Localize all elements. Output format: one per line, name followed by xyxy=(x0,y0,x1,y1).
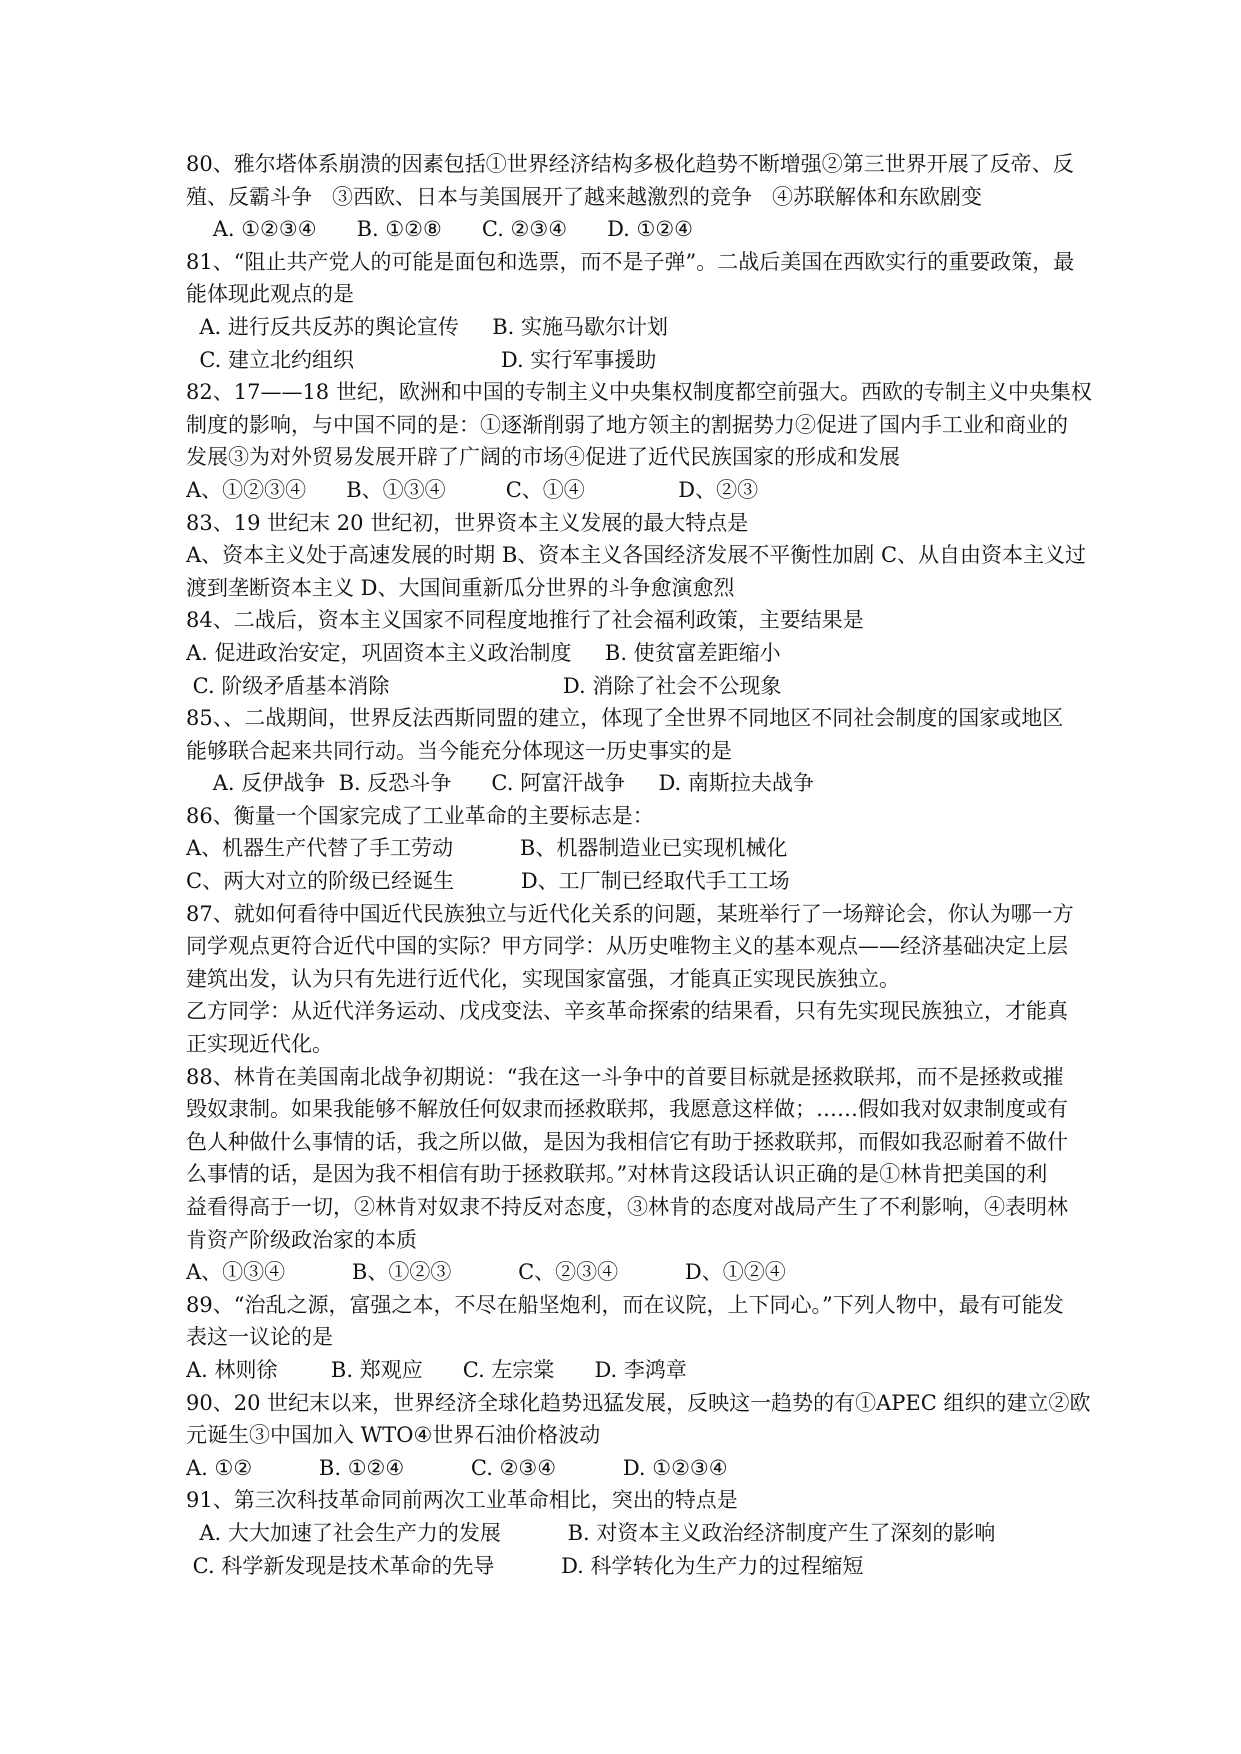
question-stem-line: 80、雅尔塔体系崩溃的因素包括①世界经济结构多极化趋势不断增强②第三世界开展了反帝、反 xyxy=(186,152,1074,176)
text-line: 益看得高于一切，②林肯对奴隶不持反对态度，③林肯的态度对战局产生了不利影响，④表明林 xyxy=(186,1195,1068,1219)
text-line: 建筑出发，认为只有先进行近代化，实现国家富强，才能真正实现民族独立。 xyxy=(186,966,900,991)
text-line: A、资本主义处于高速发展的时期 B、资本主义各国经济发展不平衡性加剧 C、从自由资本主义过 xyxy=(186,543,1087,568)
question-stem-line: 85、、二战期间，世界反法西斯同盟的建立，体现了全世界不同地区不同社会制度的国家或地区 xyxy=(186,706,1064,731)
text-line: 么事情的话，是因为我不相信有助于拯救联邦。”对林肯这段话认识正确的是①林肯把美国的利 xyxy=(186,1162,1048,1187)
text-line: 乙方同学：从近代洋务运动、戊戌变法、辛亥革命探索的结果看，只有先实现民族独立，才能真 xyxy=(186,999,1068,1024)
text-line: 肯资产阶级政治家的本质 xyxy=(186,1227,417,1252)
text-line: C. 建立北约组织 D. 实行军事援助 xyxy=(186,347,657,372)
text-line: 殖、反霸斗争 ③西欧、日本与美国展开了越来越激烈的竞争 ④苏联解体和东欧剧变 xyxy=(186,184,983,209)
question-list xyxy=(186,148,1106,1582)
text-line: 同学观点更符合近代中国的实际？甲方同学：从历史唯物主义的基本观点——经济基础决定上层 xyxy=(186,934,1068,959)
question-stem-line: 86、衡量一个国家完成了工业革命的主要标志是： xyxy=(186,803,654,828)
text-line: 渡到垄断资本主义 D、大国间重新瓜分世界的斗争愈演愈烈 xyxy=(186,575,735,600)
question-stem-line: 82、17——18 世纪，欧洲和中国的专制主义中央集权制度都空前强大。西欧的专制主义中央集权 xyxy=(186,380,1092,405)
text-line: A. ①②③④ B. ①②⑧ C. ②③④ D. ①②④ xyxy=(186,217,694,242)
text-line: C、两大对立的阶级已经诞生 D、工厂制已经取代手工工场 xyxy=(186,869,790,894)
text-line: A. 林则徐 B. 郑观应 C. 左宗棠 D. 李鸿章 xyxy=(186,1357,687,1382)
question-stem-line: 89、“治乱之源，富强之本，不尽在船坚炮利，而在议院，上下同心。”下列人物中，最有可能发 xyxy=(186,1292,1064,1317)
text-line: 色人种做什么事情的话，我之所以做，是因为我相信它有助于拯救联邦，而假如我忍耐着不做什 xyxy=(186,1129,1068,1154)
text-line: 元诞生③中国加入 WTO④世界石油价格波动 xyxy=(186,1423,601,1448)
text-line: A、机器生产代替了手工劳动 B、机器制造业已实现机械化 xyxy=(186,836,788,861)
text-line: A. 反伊战争 B. 反恐斗争 C. 阿富汗战争 D. 南斯拉夫战争 xyxy=(186,771,814,796)
question-stem-line: 83、19 世纪末 20 世纪初，世界资本主义发展的最大特点是 xyxy=(186,510,749,535)
text-line: A. 大大加速了社会生产力的发展 B. 对资本主义政治经济制度产生了深刻的影响 xyxy=(186,1520,996,1545)
question-stem-line: 84、二战后，资本主义国家不同程度地推行了社会福利政策，主要结果是 xyxy=(186,608,864,633)
text-line: A、①②③④ B、①③④ C、①④ D、②③ xyxy=(186,477,759,502)
question-stem-line: 81、“阻止共产党人的可能是面包和选票，而不是子弹”。二战后美国在西欧实行的重要政策，最 xyxy=(186,249,1075,274)
text-line: 表这一议论的是 xyxy=(186,1325,333,1350)
text-line: A. ①② B. ①②④ C. ②③④ D. ①②③④ xyxy=(186,1455,728,1480)
text-line: A. 进行反共反苏的舆论宣传 B. 实施马歇尔计划 xyxy=(186,314,669,339)
question-stem-line: 90、20 世纪末以来，世界经济全球化趋势迅猛发展，反映这一趋势的有①APEC 组织的建立②欧 xyxy=(186,1390,1091,1415)
text-line: 毁奴隶制。如果我能够不解放任何奴隶而拯救联邦，我愿意这样做；……假如我对奴隶制度或有 xyxy=(186,1097,1068,1122)
question-stem-line: 87、就如何看待中国近代民族独立与近代化关系的问题，某班举行了一场辩论会，你认为哪一方 xyxy=(186,901,1074,926)
question-stem-line: 91、第三次科技革命同前两次工业革命相比，突出的特点是 xyxy=(186,1488,738,1513)
question-stem-line: 88、林肯在美国南北战争初期说：“我在这一斗争中的首要目标就是拯救联邦，而不是拯救或摧 xyxy=(186,1064,1064,1089)
text-line: C. 科学新发现是技术革命的先导 D. 科学转化为生产力的过程缩短 xyxy=(186,1553,864,1578)
text-line: 发展③为对外贸易发展开辟了广阔的市场④促进了近代民族国家的形成和发展 xyxy=(186,445,900,470)
text-line: 制度的影响，与中国不同的是：①逐渐削弱了地方领主的割据势力②促进了国内手工业和商业的 xyxy=(186,412,1068,437)
text-line: 正实现近代化。 xyxy=(186,1032,333,1057)
text-line: 能体现此观点的是 xyxy=(186,282,354,307)
text-line: C. 阶级矛盾基本消除 D. 消除了社会不公现象 xyxy=(186,673,782,698)
text-line: A、①③④ B、①②③ C、②③④ D、①②④ xyxy=(186,1260,786,1285)
text-line: A. 促进政治安定，巩固资本主义政治制度 B. 使贫富差距缩小 xyxy=(186,640,781,665)
text-line: 能够联合起来共同行动。当今能充分体现这一历史事实的是 xyxy=(186,738,732,763)
